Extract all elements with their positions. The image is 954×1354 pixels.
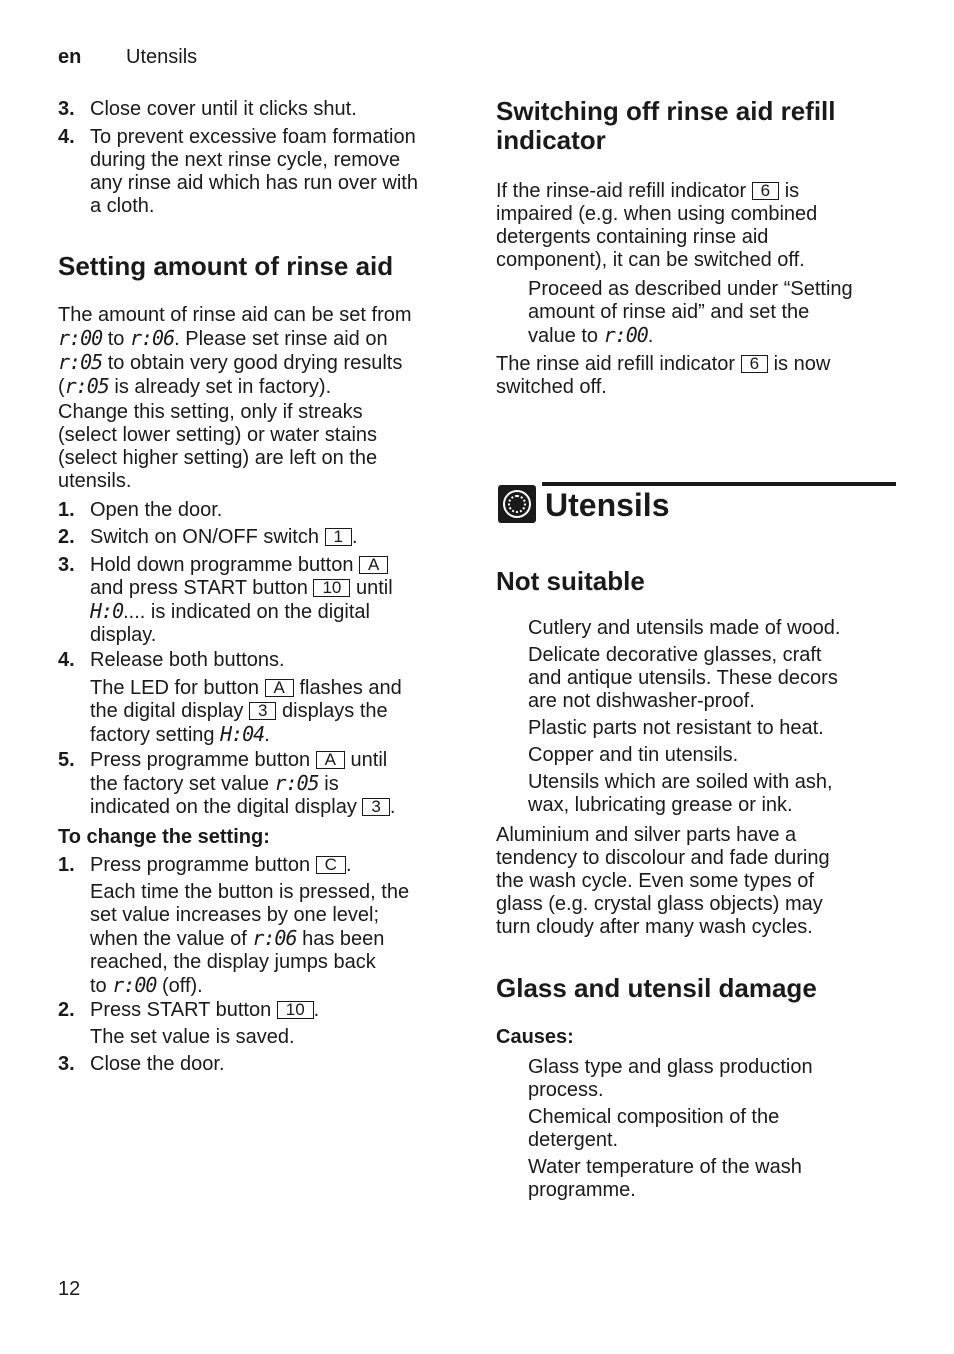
text: ( bbox=[58, 376, 65, 398]
text: indicated on the digital display bbox=[90, 796, 363, 818]
step-text: Open the door. bbox=[90, 499, 223, 521]
text: . Please set rinse aid on bbox=[174, 328, 388, 350]
text-line: Utensils which are soiled with ash, bbox=[528, 771, 833, 793]
text: value to bbox=[528, 325, 604, 347]
text: until bbox=[350, 577, 393, 599]
text: . bbox=[345, 854, 352, 876]
text-line: reached, the display jumps back bbox=[90, 951, 376, 973]
running-header: Utensils bbox=[126, 46, 198, 68]
text-line: and antique utensils. These decors bbox=[528, 667, 838, 689]
display-code: H:04 bbox=[220, 722, 265, 746]
section-heading: Glass and utensil damage bbox=[496, 973, 817, 1003]
list-item bbox=[528, 771, 840, 817]
text: If the rinse-aid refill indicator bbox=[496, 180, 752, 202]
text-line: Aluminium and silver parts have a bbox=[496, 824, 797, 846]
paragraph bbox=[496, 353, 830, 399]
text-line: set value increases by one level; bbox=[90, 904, 380, 926]
text: Hold down programme button bbox=[90, 554, 360, 576]
display-code: r:05 bbox=[274, 771, 319, 795]
display-code: r:06 bbox=[252, 926, 297, 950]
text: to obtain very good drying results bbox=[102, 352, 403, 374]
text: is bbox=[779, 180, 800, 202]
figure-reference-box: A bbox=[359, 556, 388, 574]
text-line: process. bbox=[528, 1079, 604, 1101]
text: (off). bbox=[156, 975, 203, 997]
text-line: utensils. bbox=[58, 470, 132, 492]
chapter-title: Utensils bbox=[545, 487, 670, 523]
figure-reference-box: 10 bbox=[277, 1001, 314, 1019]
page-number: 12 bbox=[58, 1278, 81, 1300]
display-code: r:05 bbox=[64, 374, 109, 398]
text: . bbox=[647, 325, 654, 347]
text: the digital display bbox=[90, 700, 249, 722]
text-line: detergents containing rinse aid bbox=[496, 226, 769, 248]
step-number: 4. bbox=[58, 126, 75, 148]
text: is already set in factory). bbox=[108, 376, 332, 398]
text-line: Each time the button is pressed, the bbox=[90, 881, 410, 903]
text: The LED for button bbox=[90, 677, 265, 699]
step-text: Press programme button bbox=[90, 854, 316, 876]
text: is now bbox=[768, 353, 831, 375]
list-item bbox=[528, 717, 840, 740]
text: . bbox=[313, 999, 320, 1021]
step-text: Close the door. bbox=[90, 1053, 225, 1075]
step-text: Switch on ON/OFF switch bbox=[90, 526, 325, 548]
step-text-line: a cloth. bbox=[90, 195, 155, 217]
display-code: r:06 bbox=[129, 326, 175, 350]
text: when the value of bbox=[90, 928, 253, 950]
text-line: tendency to discolour and fade during bbox=[496, 847, 830, 869]
text-line: are not dishwasher-proof. bbox=[528, 690, 755, 712]
text: displays the bbox=[276, 700, 388, 722]
section-heading: Not suitable bbox=[496, 566, 645, 596]
figure-reference-box: 1 bbox=[325, 528, 352, 546]
step-number: 2. bbox=[58, 526, 75, 548]
text-line: impaired (e.g. when using combined bbox=[496, 203, 818, 225]
text-line: (select higher setting) are left on the bbox=[58, 447, 378, 469]
text: . bbox=[351, 526, 358, 548]
figure-reference-box: 3 bbox=[362, 798, 389, 816]
step-number: 1. bbox=[58, 499, 75, 521]
text-line: Chemical composition of the bbox=[528, 1106, 780, 1128]
text: has been bbox=[296, 928, 385, 950]
text-line: component), it can be switched off. bbox=[496, 249, 805, 271]
section-heading bbox=[496, 97, 836, 155]
figure-reference-box: A bbox=[316, 751, 345, 769]
list bbox=[528, 1056, 813, 1202]
text-line: Proceed as described under “Setting bbox=[528, 278, 853, 300]
text: to bbox=[90, 975, 113, 997]
text: is bbox=[318, 773, 339, 795]
display-code: r:00 bbox=[603, 323, 648, 347]
text-line: wax, lubricating grease or ink. bbox=[528, 794, 793, 816]
display-code: r:00 bbox=[58, 326, 103, 350]
figure-reference-box: 6 bbox=[741, 355, 768, 373]
paragraph bbox=[496, 180, 817, 272]
text: .... is indicated on the digital bbox=[123, 601, 370, 623]
step-number: 2. bbox=[58, 999, 75, 1021]
list-item bbox=[528, 1056, 813, 1102]
text-line: (select lower setting) or water stains bbox=[58, 424, 378, 446]
figure-reference-box: 6 bbox=[752, 182, 779, 200]
language-code: en bbox=[58, 46, 82, 68]
step-text: The set value is saved. bbox=[90, 1026, 295, 1048]
list-item bbox=[528, 744, 840, 767]
section-heading: Setting amount of rinse aid bbox=[58, 251, 394, 281]
text: the factory set value bbox=[90, 773, 275, 795]
text: to bbox=[102, 328, 130, 350]
step-text-line: any rinse aid which has run over with bbox=[90, 172, 418, 194]
list-item bbox=[528, 644, 840, 713]
step-number: 5. bbox=[58, 749, 75, 771]
list-item bbox=[528, 617, 840, 640]
display-code: r:00 bbox=[112, 973, 157, 997]
text-line: Plastic parts not resistant to heat. bbox=[528, 717, 824, 739]
figure-reference-box: A bbox=[265, 679, 294, 697]
text-line: the wash cycle. Even some types of bbox=[496, 870, 814, 892]
heading-line: indicator bbox=[496, 125, 606, 155]
list bbox=[528, 617, 840, 817]
heading-line: Switching off rinse aid refill bbox=[496, 96, 836, 126]
text: flashes and bbox=[293, 677, 402, 699]
text: Press programme button bbox=[90, 749, 316, 771]
text: . bbox=[389, 796, 396, 818]
display-code: r:05 bbox=[58, 350, 103, 374]
text-line: Change this setting, only if streaks bbox=[58, 401, 363, 423]
step-text: Release both buttons. bbox=[90, 649, 285, 671]
step-number: 4. bbox=[58, 649, 75, 671]
text: factory setting bbox=[90, 724, 221, 746]
step-number: 1. bbox=[58, 854, 75, 876]
paragraph bbox=[58, 401, 377, 493]
text-line: Cutlery and utensils made of wood. bbox=[528, 617, 841, 639]
text-line: Delicate decorative glasses, craft bbox=[528, 644, 822, 666]
step-number: 3. bbox=[58, 1053, 75, 1075]
step-text-line: To prevent excessive foam formation bbox=[90, 126, 416, 148]
figure-reference-box: C bbox=[316, 856, 346, 874]
list-item bbox=[528, 278, 853, 348]
step-text-line: during the next rinse cycle, remove bbox=[90, 149, 401, 171]
text-line: Water temperature of the wash bbox=[528, 1156, 802, 1178]
step-text: Press START button bbox=[90, 999, 277, 1021]
text-line: Glass type and glass production bbox=[528, 1056, 813, 1078]
text-line: programme. bbox=[528, 1179, 636, 1201]
text: The rinse aid refill indicator bbox=[496, 353, 741, 375]
paragraph bbox=[496, 824, 830, 939]
display-code: H:0 bbox=[90, 599, 124, 623]
text-line: glass (e.g. crystal glass objects) may bbox=[496, 893, 823, 915]
step-number: 3. bbox=[58, 98, 75, 120]
text-line: amount of rinse aid” and set the bbox=[528, 301, 810, 323]
text-line: switched off. bbox=[496, 376, 607, 398]
subheading: To change the setting: bbox=[58, 826, 270, 848]
text: until bbox=[345, 749, 388, 771]
step-number: 3. bbox=[58, 554, 75, 576]
text-line: turn cloudy after many wash cycles. bbox=[496, 916, 813, 938]
text: and press START button bbox=[90, 577, 314, 599]
text-line: detergent. bbox=[528, 1129, 619, 1151]
text: . bbox=[264, 724, 270, 746]
utensils-chapter-icon bbox=[498, 485, 536, 523]
figure-reference-box: 10 bbox=[313, 579, 350, 597]
text-line: The amount of rinse aid can be set from bbox=[58, 304, 412, 326]
subheading: Causes: bbox=[496, 1026, 574, 1048]
list-item bbox=[528, 1156, 813, 1202]
text-line: display. bbox=[90, 624, 157, 646]
text-line: Copper and tin utensils. bbox=[528, 744, 739, 766]
list-item bbox=[528, 1106, 813, 1152]
paragraph bbox=[58, 304, 412, 399]
step-text: Close cover until it clicks shut. bbox=[90, 98, 357, 120]
figure-reference-box: 3 bbox=[249, 702, 276, 720]
